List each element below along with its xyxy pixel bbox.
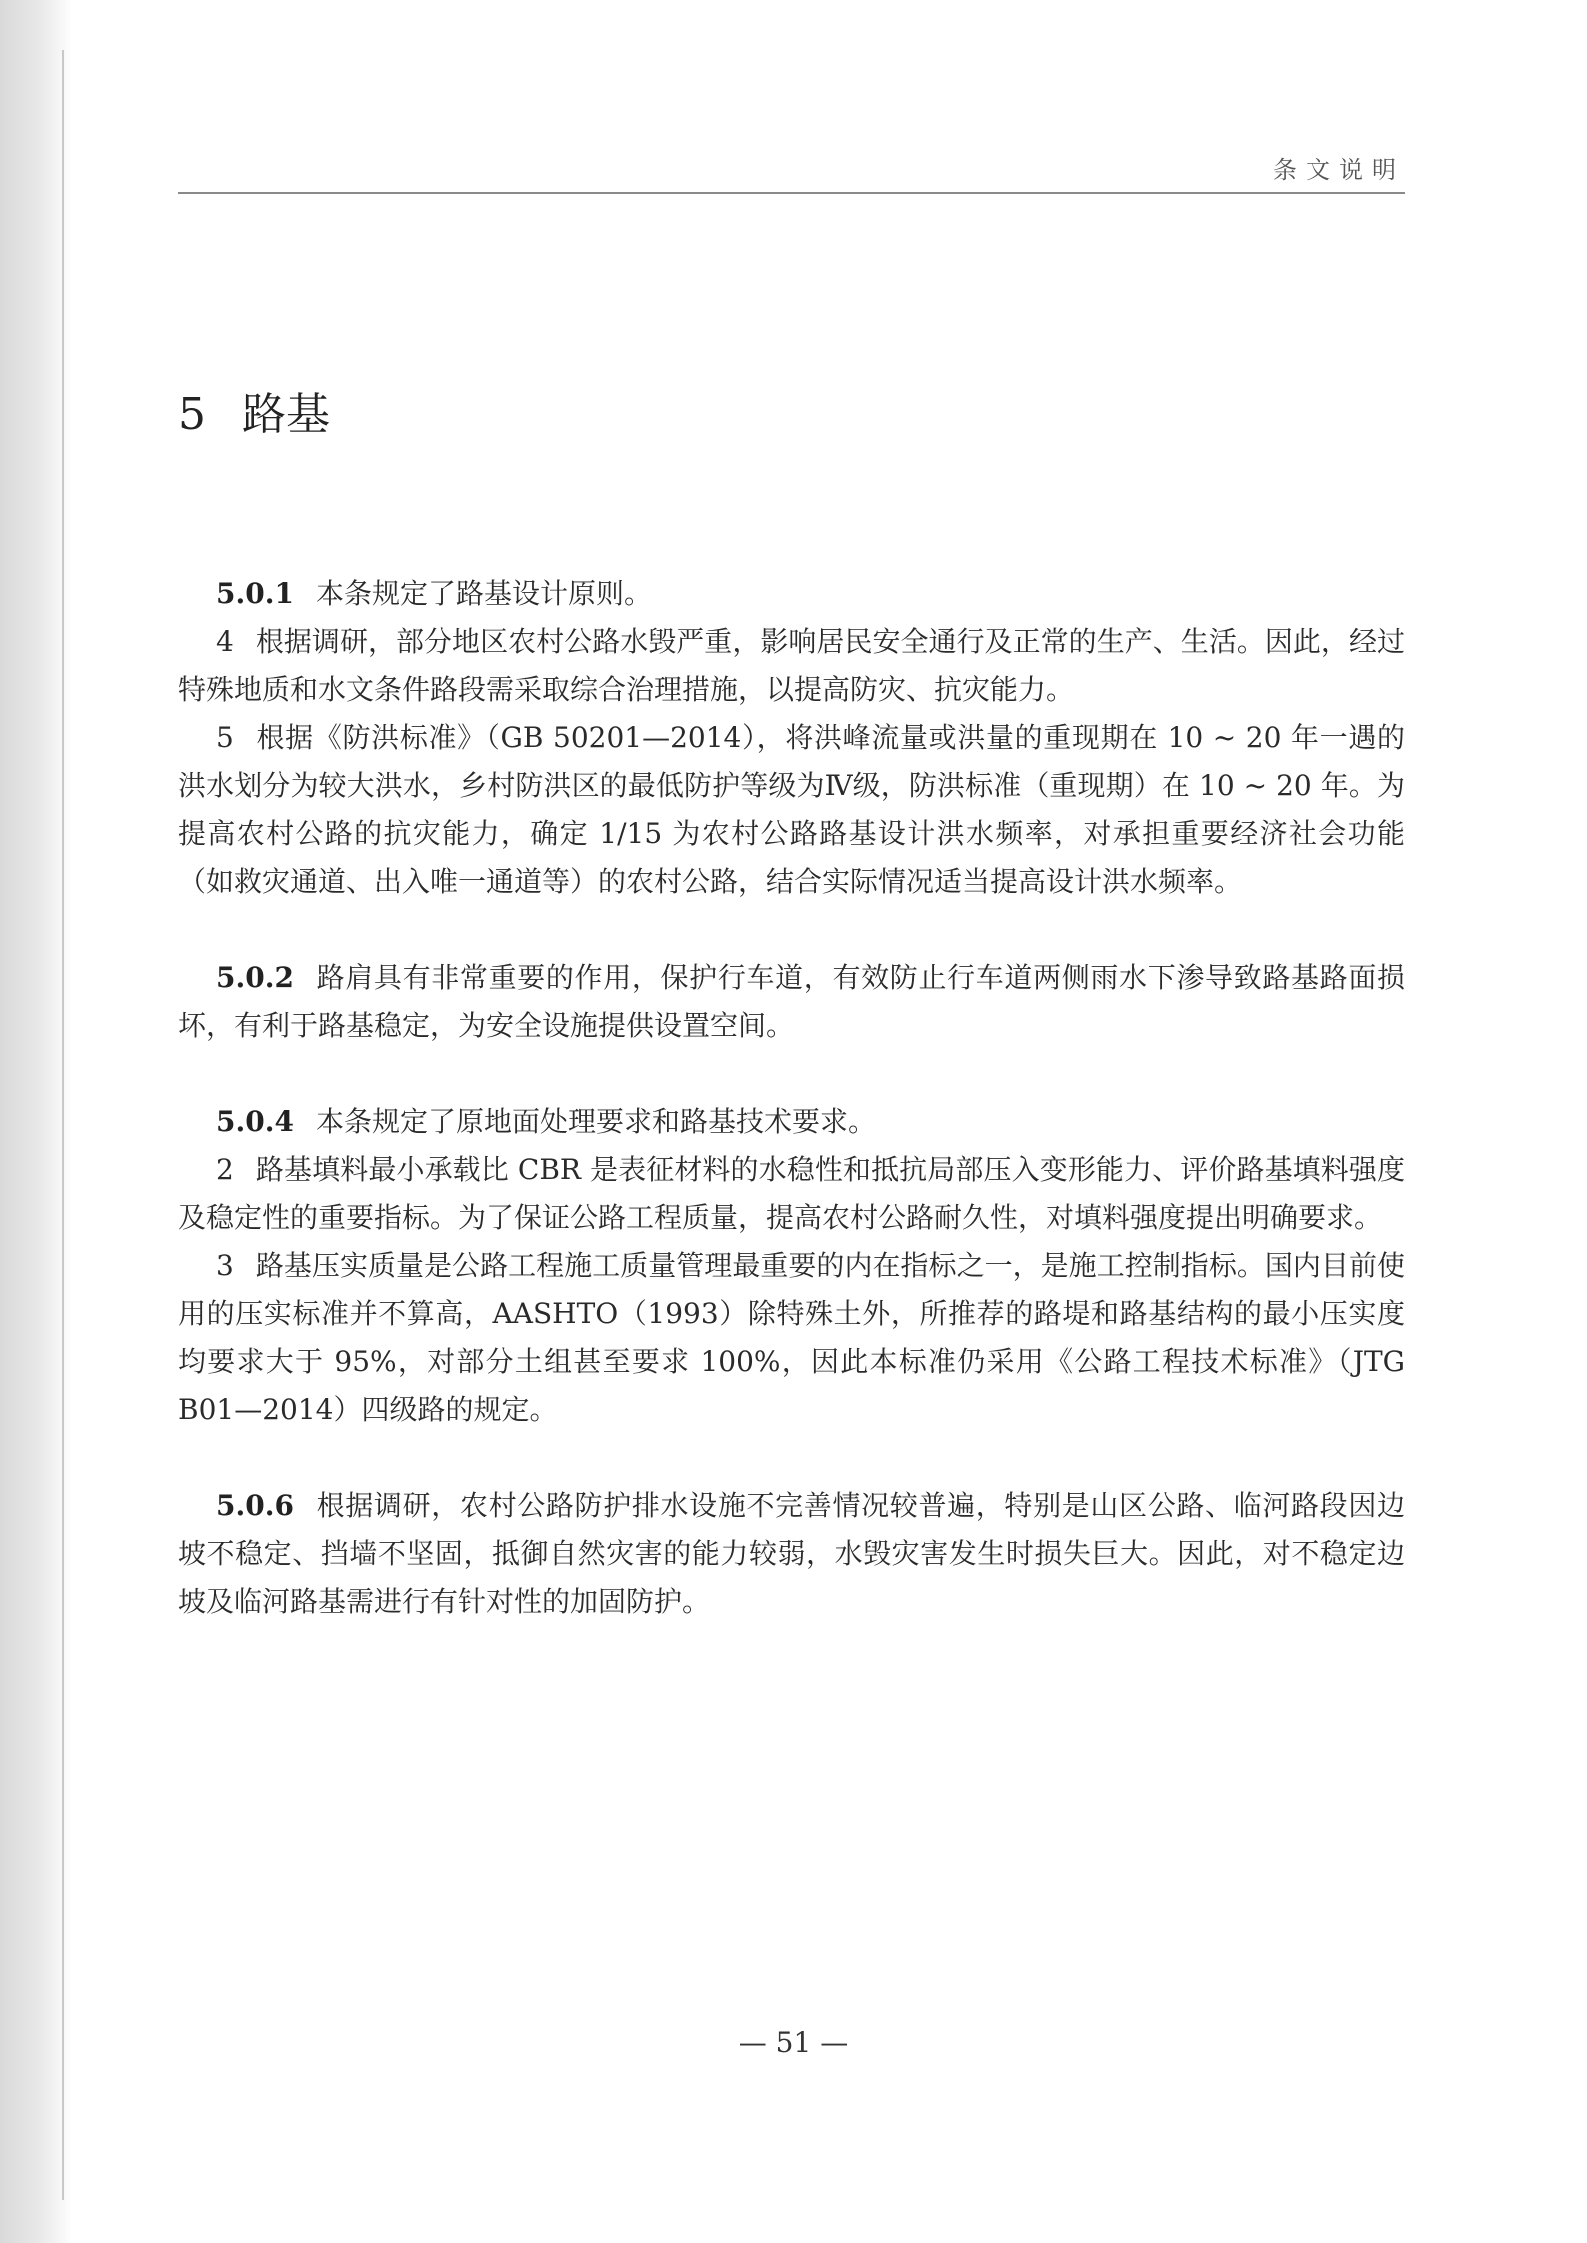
clause-heading <box>178 1482 1405 1626</box>
clause-number: 5.0.2 <box>216 961 294 994</box>
clause-item <box>178 1146 1405 1242</box>
page-number: — 51 — <box>738 2026 849 2059</box>
chapter-title-text: 路基 <box>242 389 330 440</box>
clause-text: 本条规定了路基设计原则。 <box>315 577 652 610</box>
clause-item <box>178 1242 1405 1434</box>
page-binding-line <box>62 50 64 2200</box>
item-text: 路基填料最小承载比 CBR 是表征材料的水稳性和抵抗局部压入变形能力、评价路基填料强度及稳定性的重要指标。为了保证公路工程质量，提高农村公路耐久性，对填料强度提出明确要求。 <box>178 1153 1405 1234</box>
item-number: 3 <box>216 1249 234 1282</box>
clause-5-0-2 <box>178 954 1405 1050</box>
header-rule <box>178 192 1405 194</box>
clause-text: 路肩具有非常重要的作用，保护行车道，有效防止行车道两侧雨水下渗导致路基路面损坏，有利于路基稳定，为安全设施提供设置空间。 <box>178 961 1405 1042</box>
item-text: 根据调研，部分地区农村公路水毁严重，影响居民安全通行及正常的生产、生活。因此，经过特殊地质和水文条件路段需采取综合治理措施，以提高防灾、抗灾能力。 <box>178 625 1405 706</box>
chapter-number: 5 <box>178 389 206 440</box>
clause-number: 5.0.6 <box>216 1489 294 1522</box>
item-text: 根据《防洪标准》（GB 50201—2014），将洪峰流量或洪量的重现期在 10 ~ 20 年一遇的洪水划分为较大洪水，乡村防洪区的最低防护等级为Ⅳ级，防洪标准（重现期）在 10 ~ 20 年。为提高农村公路的抗灾能力，确定 1/15 为农村公路路基设计洪水频率，对承担重要经济社会功能（如救灾通道、出入唯一通道等）的农村公路，结合实际情况适当提高设计洪水频率。 <box>178 721 1405 898</box>
page-body <box>178 570 1405 1674</box>
clause-heading <box>178 1098 1405 1146</box>
item-number: 5 <box>216 721 234 754</box>
clause-number: 5.0.4 <box>216 1105 294 1138</box>
clause-item <box>178 618 1405 714</box>
clause-text: 根据调研，农村公路防护排水设施不完善情况较普遍，特别是山区公路、临河路段因边坡不稳定、挡墙不坚固，抵御自然灾害的能力较弱，水毁灾害发生时损失巨大。因此，对不稳定边坡及临河路基需进行有针对性的加固防护。 <box>178 1489 1405 1618</box>
clause-item <box>178 714 1405 906</box>
clause-heading <box>178 954 1405 1050</box>
item-number: 2 <box>216 1153 234 1186</box>
clause-5-0-1 <box>178 570 1405 906</box>
clause-heading <box>178 570 1405 618</box>
item-text: 路基压实质量是公路工程施工质量管理最重要的内在指标之一，是施工控制指标。国内目前使用的压实标准并不算高，AASHTO（1993）除特殊土外，所推荐的路堤和路基结构的最小压实度均要求大于 95%，对部分土组甚至要求 100%，因此本标准仍采用《公路工程技术标准》（JTG B01—2014）四级路的规定。 <box>178 1249 1405 1426</box>
chapter-title <box>178 378 330 442</box>
clause-5-0-6 <box>178 1482 1405 1626</box>
clause-text: 本条规定了原地面处理要求和路基技术要求。 <box>315 1105 876 1138</box>
clause-number: 5.0.1 <box>216 577 294 610</box>
clause-5-0-4 <box>178 1098 1405 1434</box>
item-number: 4 <box>216 625 234 658</box>
running-head: 条文说明 <box>1273 156 1405 184</box>
